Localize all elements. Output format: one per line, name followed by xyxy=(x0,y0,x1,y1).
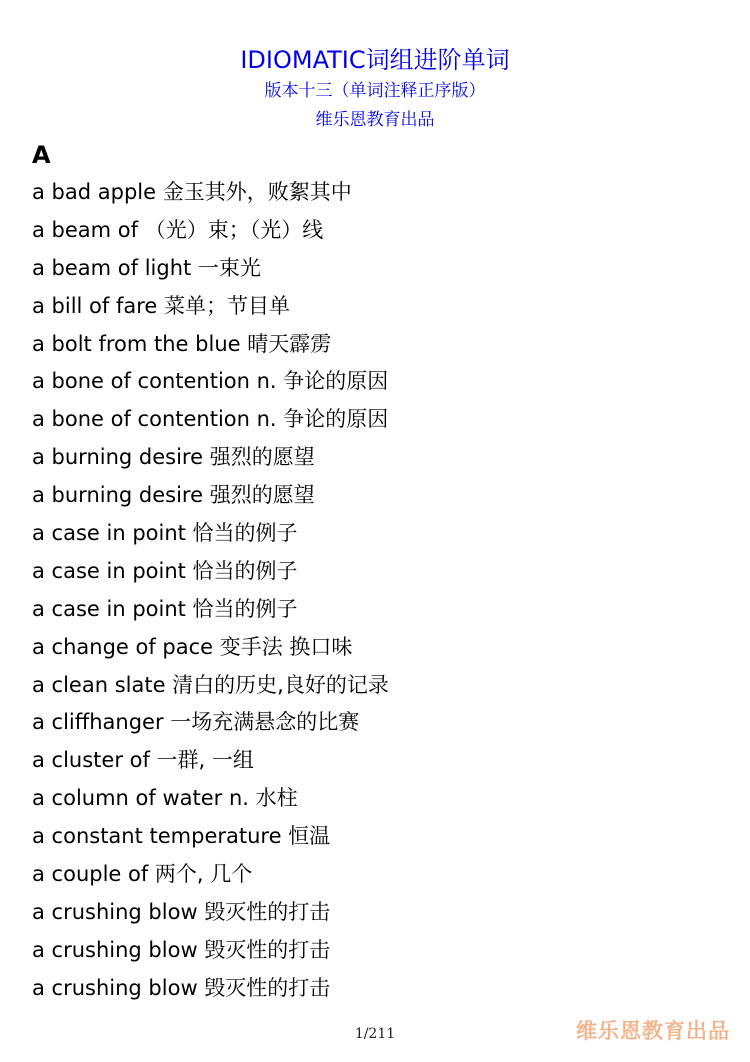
document-header xyxy=(0,44,750,134)
vocabulary-entry: a clean slate 清白的历史,良好的记录 xyxy=(32,672,389,697)
vocabulary-entry: a burning desire 强烈的愿望 xyxy=(32,483,315,508)
document-title: IDIOMATIC词组进阶单词 xyxy=(240,46,510,74)
vocabulary-entry: a bad apple 金玉其外，败絮其中 xyxy=(32,180,352,204)
vocabulary-entry: a couple of 两个, 几个 xyxy=(32,862,253,887)
vocabulary-entry: a case in point 恰当的例子 xyxy=(32,558,298,583)
vocabulary-entry: a beam of （光）束；（光）线 xyxy=(32,217,324,242)
vocabulary-entry: a crushing blow 毁灭性的打击 xyxy=(32,899,331,924)
vocabulary-entry: a bone of contention n. 争论的原因 xyxy=(32,407,389,432)
vocabulary-entry: a constant temperature 恒温 xyxy=(32,824,331,849)
vocabulary-entry: a change of pace 变手法 换口味 xyxy=(32,634,353,659)
vocabulary-entry: a column of water n. 水柱 xyxy=(32,786,298,811)
vocabulary-entry: a bone of contention n. 争论的原因 xyxy=(32,369,389,394)
vocabulary-entry: a bolt from the blue 晴天霹雳 xyxy=(32,331,332,356)
vocabulary-entry: a beam of light 一束光 xyxy=(32,255,261,280)
vocabulary-entry: a crushing blow 毁灭性的打击 xyxy=(32,937,331,962)
document-subtitle: 版本十三（单词注释正序版） xyxy=(264,81,486,101)
document-publisher: 维乐恩教育出品 xyxy=(315,110,435,130)
vocabulary-entry: a cluster of 一群, 一组 xyxy=(32,748,254,773)
section-heading: A xyxy=(32,141,51,169)
vocabulary-entry: a bill of fare 菜单；节目单 xyxy=(32,293,290,318)
vocabulary-entry: a burning desire 强烈的愿望 xyxy=(32,445,315,470)
vocabulary-entry: a cliffhanger 一场充满悬念的比赛 xyxy=(32,710,360,735)
vocabulary-list xyxy=(32,174,389,1008)
vocabulary-entry: a case in point 恰当的例子 xyxy=(32,521,298,546)
publisher-watermark: 维乐恩教育出品 xyxy=(576,1019,730,1043)
vocabulary-entry: a crushing blow 毁灭性的打击 xyxy=(32,975,331,1000)
page-number: 1/211 xyxy=(354,1026,396,1042)
vocabulary-entry: a case in point 恰当的例子 xyxy=(32,596,298,621)
